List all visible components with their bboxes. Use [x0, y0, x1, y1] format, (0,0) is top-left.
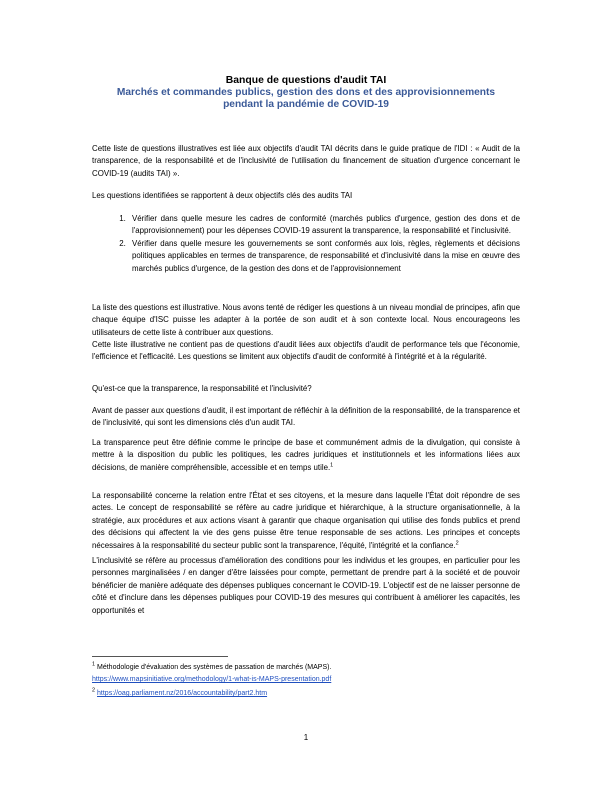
paragraph-text: La transparence peut être définie comme le principe de base et communément admis de la divulgation, qui consiste à mettre à la disposition du public les politiques, les cadres juridiques et institutionnels et les informations liées aux décisions, de manière compréhensible, accessible et en temps utile.: [92, 438, 520, 472]
intro-paragraph: Cette liste de questions illustratives est liée aux objectifs d'audit TAI décrits dans le guide pratique de l'IDI : « Audit de la transparence, de la responsabilité et de l'inclusivité de l'utilisation du financement de situation d'urgence concernant le COVID-19 (audits TAI) ».: [92, 144, 520, 178]
paragraph-inclusivite: L'inclusivité se réfère au processus d'amélioration des conditions pour les individus et les groupes, en particulier pour les personnes marginalisées / en danger d'être laissées pour compte, permettant de prendre part à la société et de pouvoir bénéficier de manière adéquate des dépenses publiques concernant le COVID-19. L'objectif est de ne laisser personne de côté et d'inclure dans les dépenses publiques pour COVID-19 des mesures qui contribuent à améliorer les capacités, les opportunités et: [92, 556, 520, 615]
section-heading: Qu'est-ce que la transparence, la responsabilité et l'inclusivité?: [92, 384, 312, 393]
footnote-link[interactable]: https://oag.parliament.nz/2016/accountability/part2.htm: [97, 690, 268, 697]
footnote-number: 2: [92, 687, 96, 694]
document-title: Banque de questions d'audit TAI: [225, 75, 387, 86]
objective-item: 1. Vérifier dans quelle mesure les cadres de conformité (marchés publics d'urgence, gestion des dons et de l'approvisionnement) pour les dépenses COVID-19 assurent la transparence, la responsabilité et l'inclusivité.: [128, 213, 520, 238]
footnote-link[interactable]: https://www.mapsinitiative.org/methodology/1-what-is-MAPS-presentation.pdf: [92, 676, 332, 683]
note-scope: Cette liste illustrative ne contient pas de questions d'audit liées aux objectifs d'audit de performance tels que l'économie, l'efficience et l'efficacité. Les questions se limitent aux objectifs d'audit de conformité à l'intégrité et à la régularité.: [92, 340, 520, 362]
objectives-lead: Les questions identifiées se rapportent à deux objectifs clés des audits TAI: [92, 191, 353, 200]
page-number: 1: [303, 733, 309, 742]
objective-item: 2. Vérifier dans quelle mesure les gouvernements se sont conformés aux lois, règles, règlements et décisions politiques applicables en termes de transparence, de responsabilité et d'inclusivité dans la mise en œuvre des marchés publics d'urgence, de la gestion des dons et de l'approvisionnement: [128, 238, 520, 275]
footnote-separator: [92, 656, 228, 657]
paragraph-avant: Avant de passer aux questions d'audit, il est important de réfléchir à la définition de la responsabilité, de la transparence et de l'inclusivité, qui sont les dimensions clés d'un audit TAI.: [92, 406, 520, 428]
document-subtitle: [0, 87, 612, 111]
paragraph-transparence: [92, 437, 520, 474]
subtitle-line-2: pendant la pandémie de COVID-19: [223, 99, 389, 110]
paragraph-text: La responsabilité concerne la relation entre l'État et ses citoyens, et la mesure dans laquelle l'État doit répondre de ses actes. Le concept de responsabilité se réfère au cadre juridique et hiérarchique, à la structure organisationnelle, à la stratégie, aux procédures et aux actions visant à garantir que chaque organisation qui utilise des fonds publics et prend des décisions qui affectent la vie des gens puisse être tenue responsable de ses actions. Les principes et concepts nécessaires à la responsabilité du secteur public sont la transparence, l'équité, l'intégrité et la confiance.: [92, 491, 520, 550]
footnote-text: Méthodologie d'évaluation des systèmes de passation de marchés (MAPS).: [97, 664, 332, 671]
footnote-ref[interactable]: 2: [455, 540, 459, 546]
footnote-number: 1: [92, 661, 96, 668]
objectives-list: [92, 213, 520, 275]
footnote-2: [92, 688, 532, 700]
subtitle-line-1: Marchés et commandes publics, gestion des dons et des approvisionnements: [116, 87, 496, 98]
footnote-ref[interactable]: 1: [330, 462, 334, 469]
note-illustrative: La liste des questions est illustrative. Nous avons tenté de rédiger les questions à un niveau mondial de principes, afin que chaque équipe d'ISC puisse les adapter à la portée de son audit et à son contexte local. Nous encourageons les utilisateurs de cette liste à contribuer aux questions.: [92, 303, 520, 337]
paragraph-responsabilite: [92, 490, 520, 552]
footnote-1: [92, 662, 532, 686]
